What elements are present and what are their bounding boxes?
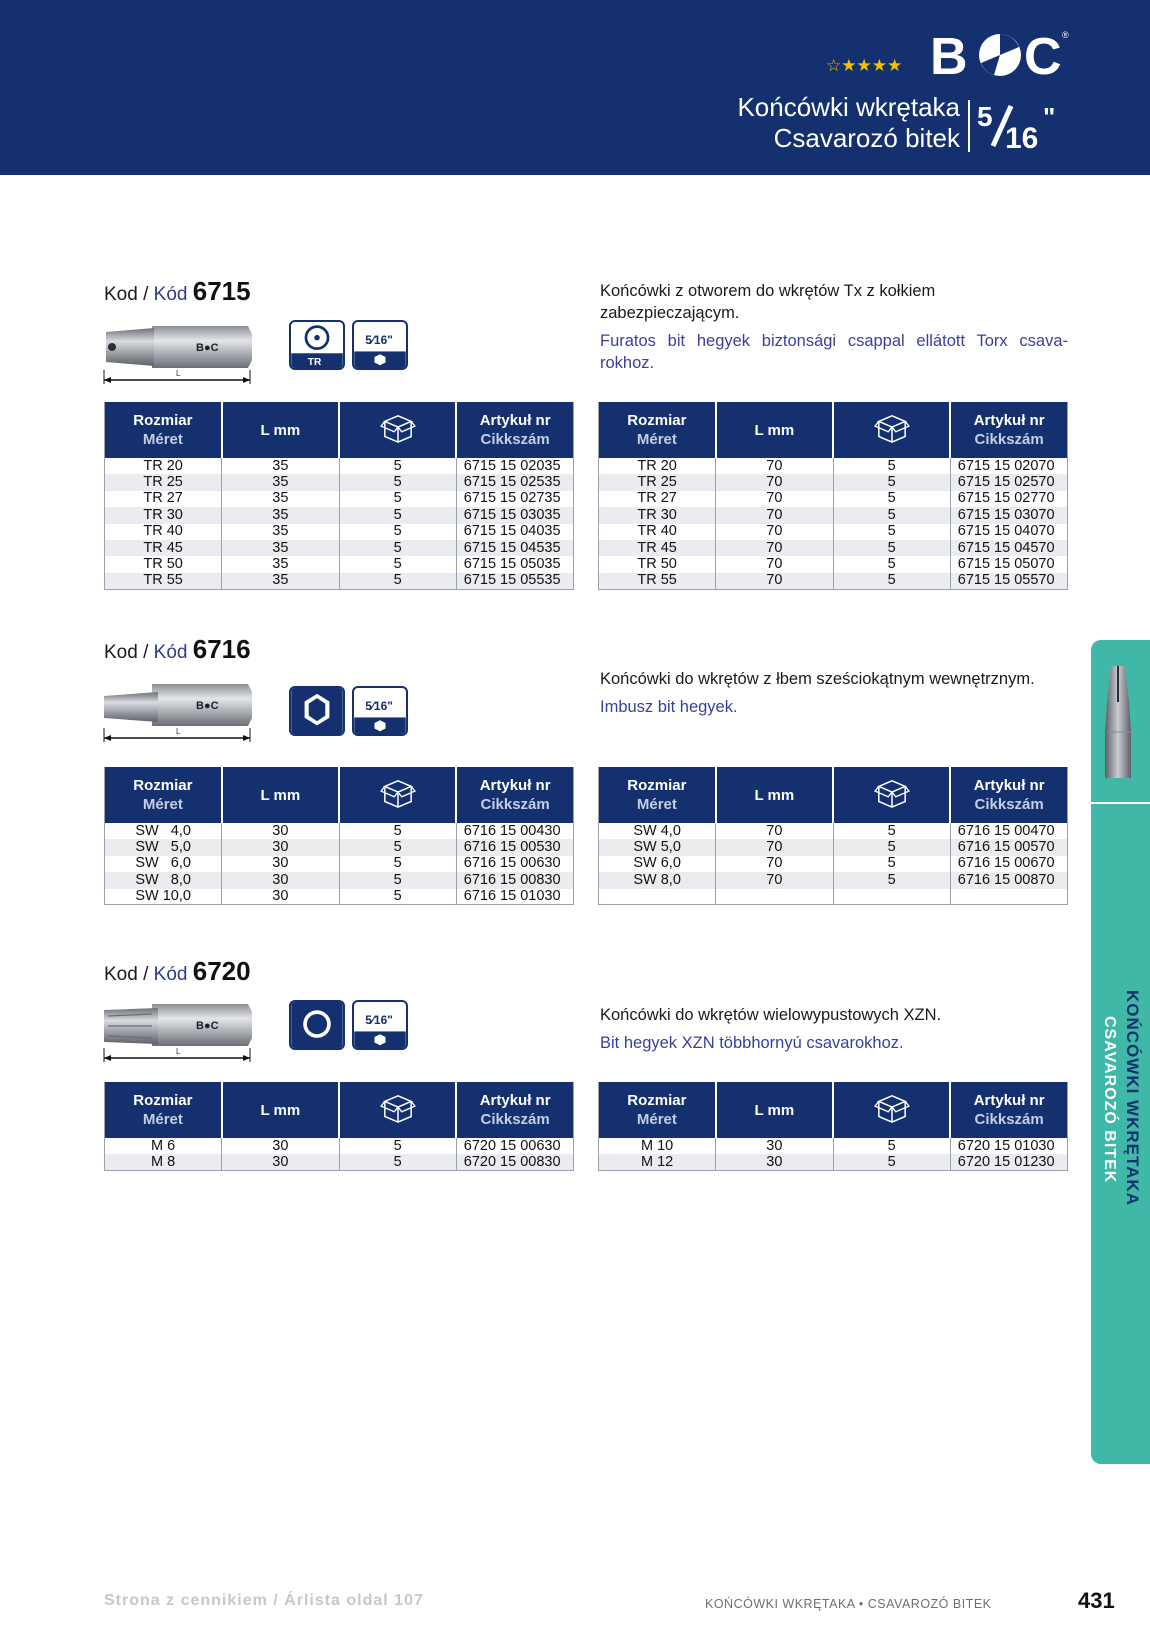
cell-size: TR 40 (105, 524, 222, 540)
cell-length: 30 (716, 1154, 833, 1170)
cell-size (599, 889, 716, 905)
cell-qty: 5 (339, 839, 456, 855)
cell-size: SW 8,0 (105, 872, 222, 888)
rating-stars: ☆★★★★ (826, 56, 903, 75)
col-header-length (222, 1082, 339, 1138)
drive-size-5-16-icon (352, 1000, 408, 1050)
cell-size: SW 6,0 (105, 856, 222, 872)
cell-qty: 5 (833, 823, 950, 839)
table-row (105, 507, 574, 523)
description-pl: Końcówki z otworem do wkrętów Tx z kołkiem zabezpieczającym. (600, 282, 936, 322)
svg-text:B●C: B●C (196, 342, 219, 354)
col-header-length (716, 767, 833, 823)
cell-length: 35 (222, 524, 339, 540)
cell-size: M 8 (105, 1154, 222, 1170)
col-header-package (833, 402, 950, 458)
cell-qty: 5 (833, 524, 950, 540)
cell-article: 6715 15 05035 (456, 556, 573, 572)
cell-size: M 12 (599, 1154, 716, 1170)
col-header-package (833, 1082, 950, 1138)
cell-qty: 5 (833, 872, 950, 888)
cell-article: 6715 15 02070 (950, 458, 1067, 474)
col-header-size-pl: Rozmiar (627, 412, 687, 429)
col-header-size-hu: Méret (636, 1111, 677, 1128)
cell-qty: 5 (339, 524, 456, 540)
header-title-hu: Csavarozó bitek (773, 123, 960, 153)
cell-length: 35 (222, 556, 339, 572)
col-header-article-hu: Cikkszám (974, 1111, 1044, 1128)
col-header-article-hu: Cikkszám (974, 796, 1044, 813)
cell-size: TR 25 (599, 474, 716, 490)
table-row (599, 889, 1068, 905)
table-row (105, 556, 574, 572)
cell-article: 6715 15 03070 (950, 507, 1067, 523)
cell-length: 70 (716, 507, 833, 523)
cell-size: TR 27 (599, 491, 716, 507)
cell-article: 6716 15 00870 (950, 872, 1067, 888)
drive-size-5-16-icon (352, 686, 408, 736)
table-row (599, 524, 1068, 540)
col-header-size-hu: Méret (636, 796, 677, 813)
torx-tamper-icon (289, 320, 345, 370)
table-row (105, 823, 574, 839)
table-row (105, 889, 574, 905)
col-header-article-pl: Artykuł nr (479, 412, 551, 429)
drive-size-5-16-icon (352, 320, 408, 370)
cell-article: 6716 15 01030 (456, 889, 573, 905)
cell-length: 70 (716, 856, 833, 872)
cell-qty: 5 (833, 458, 950, 474)
cell-length: 35 (222, 474, 339, 490)
cell-qty: 5 (339, 1138, 456, 1154)
footer-category: KOŃCÓWKI WKRĘTAKA • CSAVAROZÓ BITEK (705, 1597, 992, 1611)
box-package-icon (873, 431, 911, 448)
cell-size: TR 40 (599, 524, 716, 540)
product-description (600, 668, 1068, 718)
cell-article: 6715 15 02770 (950, 491, 1067, 507)
cell-article: 6715 15 02735 (456, 491, 573, 507)
col-header-size-pl: Rozmiar (627, 1092, 687, 1109)
table-row (105, 540, 574, 556)
cell-length: 30 (716, 1138, 833, 1154)
col-header-article (950, 402, 1067, 458)
side-tab-divider (1091, 802, 1150, 804)
cell-size: TR 50 (599, 556, 716, 572)
col-header-length (222, 402, 339, 458)
svg-text:B: B (930, 28, 968, 80)
col-header-length-label: L mm (754, 786, 795, 804)
price-table-left (104, 767, 574, 905)
col-header-length-label: L mm (754, 421, 795, 439)
table-row (105, 524, 574, 540)
kod-separator: / (137, 284, 154, 305)
cell-qty: 5 (833, 573, 950, 589)
kod-label-pl: Kod (104, 642, 138, 663)
cell-qty: 5 (833, 491, 950, 507)
cell-article: 6716 15 00470 (950, 823, 1067, 839)
cell-qty: 5 (833, 1154, 950, 1170)
table-row (599, 507, 1068, 523)
cell-qty: 5 (833, 540, 950, 556)
col-header-size-pl: Rozmiar (133, 1092, 193, 1109)
cell-length: 35 (222, 540, 339, 556)
cell-article: 6715 15 03035 (456, 507, 573, 523)
cell-size: TR 45 (599, 540, 716, 556)
header-title-pl: Końcówki wkrętaka (737, 92, 960, 122)
cell-length: 30 (222, 889, 339, 905)
cell-length: 70 (716, 839, 833, 855)
bit-product-image (102, 318, 262, 390)
cell-article: 6716 15 00570 (950, 839, 1067, 855)
footer-price-list-ref: Strona z cennikiem / Árlista oldal 107 (104, 1592, 424, 1609)
col-header-article-pl: Artykuł nr (973, 777, 1045, 794)
cell-qty: 5 (339, 856, 456, 872)
cell-article: 6715 15 05070 (950, 556, 1067, 572)
svg-text:5⁄16": 5⁄16" (365, 1013, 393, 1028)
cell-size: TR 25 (105, 474, 222, 490)
page-number: 431 (1078, 1588, 1115, 1613)
cell-qty: 5 (833, 507, 950, 523)
cell-size: SW 4,0 (599, 823, 716, 839)
col-header-size (599, 767, 716, 823)
svg-text:L: L (176, 727, 181, 736)
cell-size: SW 4,0 (105, 823, 222, 839)
col-header-size-hu: Méret (142, 1111, 183, 1128)
col-header-article-hu: Cikkszám (480, 796, 550, 813)
cell-qty: 5 (833, 839, 950, 855)
box-package-icon (379, 431, 417, 448)
product-code: 6716 (192, 634, 251, 664)
cell-article: 6716 15 00530 (456, 839, 573, 855)
cell-length: 35 (222, 507, 339, 523)
cell-article: 6716 15 00830 (456, 872, 573, 888)
table-row (599, 1154, 1068, 1170)
cell-qty: 5 (339, 540, 456, 556)
cell-length: 70 (716, 573, 833, 589)
table-row (105, 1138, 574, 1154)
col-header-article-hu: Cikkszám (480, 431, 550, 448)
table-row (599, 556, 1068, 572)
col-header-article (456, 1082, 573, 1138)
col-header-article-pl: Artykuł nr (479, 1092, 551, 1109)
side-tab-line1: KOŃCÓWKI WKRĘTAKA (1123, 990, 1142, 1206)
product-code-heading (104, 956, 251, 987)
header-divider (968, 100, 970, 152)
description-pl: Końcówki do wkrętów wielowypustowych XZN. (600, 1006, 942, 1024)
cell-qty (833, 889, 950, 905)
cell-qty: 5 (339, 458, 456, 474)
col-header-article (950, 767, 1067, 823)
price-table-right (598, 402, 1068, 590)
col-header-length-label: L mm (260, 786, 301, 804)
col-header-size (105, 402, 222, 458)
description-hu: Bit hegyek XZN többhornyú csavarokhoz. (600, 1034, 904, 1052)
cell-article: 6720 15 00630 (456, 1138, 573, 1154)
col-header-size (105, 1082, 222, 1138)
cell-size: SW 5,0 (105, 839, 222, 855)
description-hu: Furatos bit hegyek biztonsági csappal ellátott Torx csava-rokhoz. (600, 332, 1068, 372)
cell-length: 70 (716, 491, 833, 507)
table-row (599, 1138, 1068, 1154)
side-tab-text (1096, 990, 1146, 1290)
bit-product-image (102, 676, 262, 748)
xzn-spline-icon (289, 1000, 345, 1050)
col-header-length (716, 1082, 833, 1138)
product-code: 6720 (192, 956, 251, 986)
cell-length: 30 (222, 1154, 339, 1170)
side-tab-line2: CSAVAROZÓ BITEK (1101, 1016, 1118, 1184)
side-bit-image (1101, 662, 1135, 782)
table-row (599, 540, 1068, 556)
hex-socket-icon (289, 686, 345, 736)
svg-text:5⁄16": 5⁄16" (365, 699, 393, 714)
table-row (599, 872, 1068, 888)
cell-size: TR 20 (105, 458, 222, 474)
cell-length: 30 (222, 823, 339, 839)
cell-size: TR 30 (105, 507, 222, 523)
cell-qty: 5 (339, 889, 456, 905)
cell-qty: 5 (339, 823, 456, 839)
svg-text:®: ® (1062, 30, 1069, 40)
product-code-heading (104, 634, 251, 665)
table-row (599, 856, 1068, 872)
cell-article: 6715 15 04570 (950, 540, 1067, 556)
svg-text:5⁄16": 5⁄16" (365, 333, 393, 348)
cell-size: SW 6,0 (599, 856, 716, 872)
cell-article: 6715 15 02035 (456, 458, 573, 474)
cell-length: 30 (222, 839, 339, 855)
cell-qty: 5 (339, 491, 456, 507)
table-row (599, 839, 1068, 855)
cell-qty: 5 (339, 872, 456, 888)
col-header-size (599, 402, 716, 458)
col-header-article-hu: Cikkszám (974, 431, 1044, 448)
product-description (600, 280, 1068, 374)
col-header-package (339, 402, 456, 458)
svg-text:L: L (176, 1047, 181, 1056)
header-title (737, 92, 960, 154)
table-row (105, 458, 574, 474)
cell-size: TR 45 (105, 540, 222, 556)
cell-length: 35 (222, 491, 339, 507)
svg-text:C: C (1024, 28, 1062, 80)
table-row (599, 474, 1068, 490)
table-row (599, 573, 1068, 589)
description-hu: Imbusz bit hegyek. (600, 698, 738, 716)
cell-size: TR 55 (105, 573, 222, 589)
cell-article: 6715 15 05535 (456, 573, 573, 589)
table-row (105, 573, 574, 589)
box-package-icon (873, 796, 911, 813)
boc-logo (930, 28, 1070, 80)
cell-size: M 10 (599, 1138, 716, 1154)
box-package-icon (379, 796, 417, 813)
col-header-article-pl: Artykuł nr (479, 777, 551, 794)
col-header-article-pl: Artykuł nr (973, 1092, 1045, 1109)
col-header-package (339, 1082, 456, 1138)
table-row (105, 839, 574, 855)
svg-text:B●C: B●C (196, 700, 219, 712)
svg-text:TR: TR (307, 357, 322, 368)
svg-text:16: 16 (1005, 122, 1039, 154)
cell-length: 70 (716, 458, 833, 474)
col-header-size-hu: Méret (142, 796, 183, 813)
cell-qty: 5 (339, 1154, 456, 1170)
kod-separator: / (137, 642, 154, 663)
table-row (105, 474, 574, 490)
table-row (599, 458, 1068, 474)
cell-article: 6715 15 04535 (456, 540, 573, 556)
cell-qty: 5 (833, 856, 950, 872)
kod-label-hu: Kód (153, 642, 188, 663)
col-header-size-pl: Rozmiar (627, 777, 687, 794)
col-header-length-label: L mm (754, 1101, 795, 1119)
cell-qty: 5 (339, 507, 456, 523)
cell-length: 35 (222, 573, 339, 589)
description-pl: Końcówki do wkrętów z łbem sześciokątnym wewnętrznym. (600, 670, 1035, 688)
price-table-left (104, 402, 574, 590)
cell-size: M 6 (105, 1138, 222, 1154)
col-header-size (599, 1082, 716, 1138)
cell-article: 6715 15 05570 (950, 573, 1067, 589)
col-header-length (222, 767, 339, 823)
size-5-16-label (975, 98, 1075, 154)
col-header-size-hu: Méret (142, 431, 183, 448)
cell-qty: 5 (339, 556, 456, 572)
cell-article: 6715 15 04035 (456, 524, 573, 540)
kod-separator: / (137, 964, 154, 985)
svg-text:5: 5 (977, 101, 993, 132)
product-code-heading (104, 276, 251, 307)
svg-text:B●C: B●C (196, 1020, 219, 1032)
svg-text:L: L (176, 369, 181, 378)
cell-article: 6715 15 02570 (950, 474, 1067, 490)
cell-length: 70 (716, 524, 833, 540)
cell-length: 70 (716, 823, 833, 839)
cell-article: 6720 15 01230 (950, 1154, 1067, 1170)
cell-size: TR 50 (105, 556, 222, 572)
cell-length: 70 (716, 556, 833, 572)
col-header-article (456, 767, 573, 823)
product-description (600, 1004, 1068, 1054)
table-row (599, 491, 1068, 507)
price-table-left (104, 1082, 574, 1171)
col-header-article (950, 1082, 1067, 1138)
product-code: 6715 (192, 276, 251, 306)
table-row (105, 1154, 574, 1170)
cell-length: 30 (222, 1138, 339, 1154)
kod-label-pl: Kod (104, 284, 138, 305)
col-header-length (716, 402, 833, 458)
svg-text:": " (1043, 102, 1056, 132)
col-header-length-label: L mm (260, 1101, 301, 1119)
cell-size: SW 5,0 (599, 839, 716, 855)
col-header-article-hu: Cikkszám (480, 1111, 550, 1128)
col-header-package (833, 767, 950, 823)
cell-size: TR 20 (599, 458, 716, 474)
cell-qty: 5 (833, 474, 950, 490)
cell-size: TR 27 (105, 491, 222, 507)
cell-length: 70 (716, 540, 833, 556)
cell-qty: 5 (833, 1138, 950, 1154)
table-row (105, 491, 574, 507)
cell-size: TR 55 (599, 573, 716, 589)
col-header-size-pl: Rozmiar (133, 412, 193, 429)
box-package-icon (379, 1111, 417, 1128)
cell-qty: 5 (339, 474, 456, 490)
cell-article: 6716 15 00430 (456, 823, 573, 839)
cell-article: 6720 15 00830 (456, 1154, 573, 1170)
cell-length: 70 (716, 872, 833, 888)
price-table-right (598, 767, 1068, 905)
table-row (105, 856, 574, 872)
col-header-size (105, 767, 222, 823)
col-header-length-label: L mm (260, 421, 301, 439)
cell-size: SW 10,0 (105, 889, 222, 905)
cell-article: 6715 15 04070 (950, 524, 1067, 540)
table-row (599, 823, 1068, 839)
col-header-package (339, 767, 456, 823)
cell-size: TR 30 (599, 507, 716, 523)
col-header-size-pl: Rozmiar (133, 777, 193, 794)
bit-product-image (102, 996, 262, 1068)
cell-qty: 5 (339, 573, 456, 589)
cell-size: SW 8,0 (599, 872, 716, 888)
kod-label-hu: Kód (153, 284, 188, 305)
cell-article: 6716 15 00670 (950, 856, 1067, 872)
cell-length: 70 (716, 474, 833, 490)
cell-article: 6716 15 00630 (456, 856, 573, 872)
cell-article (950, 889, 1067, 905)
cell-length (716, 889, 833, 905)
kod-label-pl: Kod (104, 964, 138, 985)
kod-label-hu: Kód (153, 964, 188, 985)
cell-length: 35 (222, 458, 339, 474)
price-table-right (598, 1082, 1068, 1171)
cell-article: 6715 15 02535 (456, 474, 573, 490)
cell-length: 30 (222, 856, 339, 872)
cell-length: 30 (222, 872, 339, 888)
col-header-article (456, 402, 573, 458)
col-header-size-hu: Méret (636, 431, 677, 448)
cell-article: 6720 15 01030 (950, 1138, 1067, 1154)
table-row (105, 872, 574, 888)
box-package-icon (873, 1111, 911, 1128)
cell-qty: 5 (833, 556, 950, 572)
col-header-article-pl: Artykuł nr (973, 412, 1045, 429)
